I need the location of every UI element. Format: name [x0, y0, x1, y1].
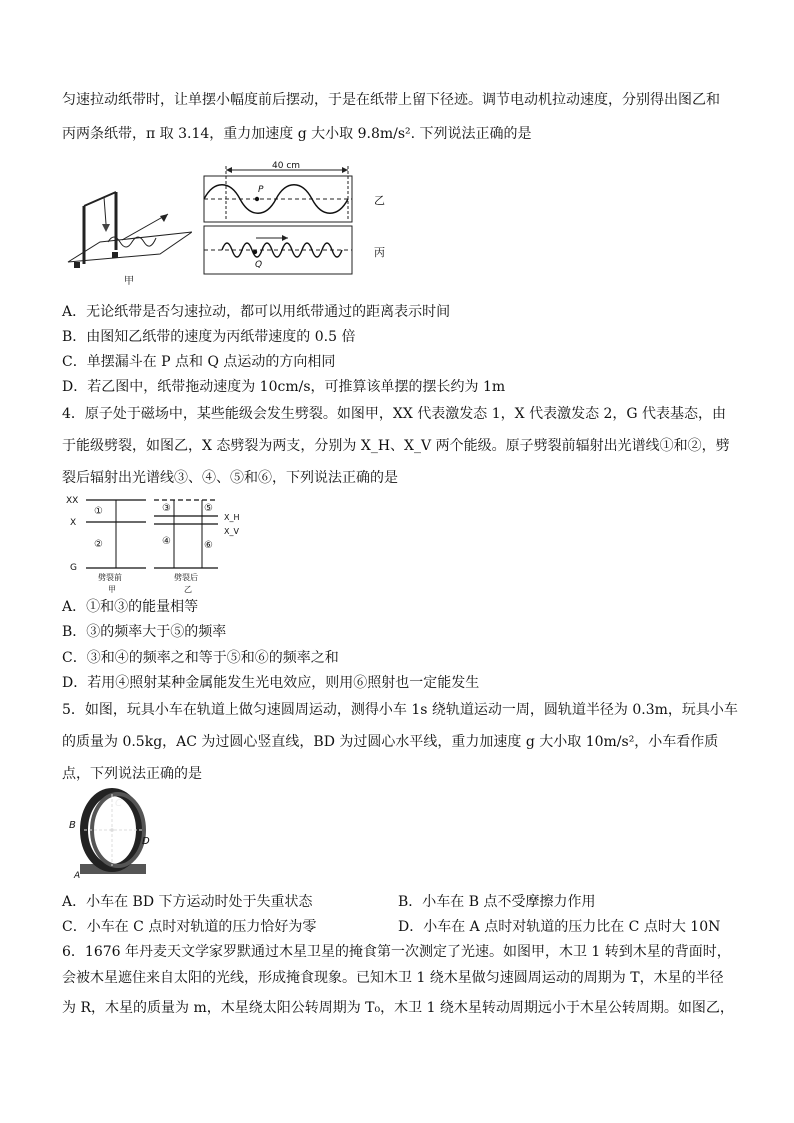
- q3-option-a: A．无论纸带是否匀速拉动，都可以用纸带通过的距离表示时间: [62, 304, 451, 320]
- spectral-line-4: ④: [162, 536, 171, 547]
- caption-before: 劈裂前: [98, 573, 122, 582]
- caption-after: 劈裂后: [174, 573, 198, 582]
- spectral-line-6: ⑥: [204, 540, 213, 551]
- tape-length-label: 40 cm: [272, 161, 301, 171]
- caption-yi: 乙: [184, 585, 192, 594]
- q5-option-d: D．小车在 A 点时对轨道的压力比在 C 点时大 10N: [398, 919, 721, 935]
- q3-option-b: B．由图知乙纸带的速度为丙纸带速度的 0.5 倍: [62, 329, 356, 345]
- q4-option-d: D．若用④照射某种金属能发生光电效应，则用⑥照射也一定能发生: [62, 675, 480, 691]
- q6-stem-line-2: 会被木星遮住来自太阳的光线，形成掩食现象。已知木卫 1 绕木星做匀速圆周运动的周期为 T，木星的半径: [62, 970, 724, 986]
- q4-option-a: A．①和③的能量相等: [62, 599, 199, 615]
- point-d-label: D: [142, 836, 150, 847]
- q4-option-b: B．③的频率大于⑤的频率: [62, 624, 227, 640]
- spectral-line-2: ②: [94, 539, 103, 550]
- point-a-label: A: [74, 871, 81, 880]
- q5-stem-line-3: 点，下列说法正确的是: [62, 766, 202, 782]
- q3-intro-line-2: 丙两条纸带，π 取 3.14，重力加速度 g 大小取 9.8m/s². 下列说法正确的是: [62, 126, 532, 142]
- tape-yi-label: 乙: [374, 194, 385, 207]
- q5-option-b: B．小车在 B 点不受摩擦力作用: [398, 894, 596, 910]
- q4-option-c: C．③和④的频率之和等于⑤和⑥的频率之和: [62, 650, 339, 666]
- q5-option-c: C．小车在 C 点时对轨道的压力恰好为零: [62, 919, 317, 935]
- tape-figure: [202, 160, 402, 280]
- level-xh-label: X_H: [224, 513, 240, 522]
- figure-label-jia: 甲: [124, 276, 134, 287]
- point-q-label: Q: [255, 260, 263, 270]
- level-x-label: X: [70, 518, 77, 528]
- level-xv-label: X_V: [224, 527, 239, 536]
- point-p-label: P: [258, 185, 264, 195]
- q4-stem-line-1: 4．原子处于磁场中，某些能级会发生劈裂。如图甲，XX 代表激发态 1，X 代表激发态 2，G 代表基态，由: [62, 406, 727, 422]
- loop-track-figure: [62, 788, 162, 880]
- level-g-label: G: [70, 563, 77, 573]
- tape-bing-label: 丙: [374, 246, 385, 259]
- q3-option-d: D．若乙图中，纸带拖动速度为 10cm/s，可推算该单摆的摆长约为 1m: [62, 379, 506, 395]
- spectral-line-1: ①: [94, 506, 103, 517]
- caption-jia: 甲: [108, 585, 116, 594]
- point-b-label: B: [69, 820, 76, 831]
- q3-intro-line-1: 匀速拉动纸带时，让单摆小幅度前后摆动，于是在纸带上留下径迹。调节电动机拉动速度，分别得出图乙和: [62, 92, 720, 108]
- q6-stem-line-1: 6．1676 年丹麦天文学家罗默通过木星卫星的掩食第一次测定了光速。如图甲，木卫 1 转到木星的背面时，: [62, 944, 731, 960]
- q5-stem-line-1: 5．如图，玩具小车在轨道上做匀速圆周运动，测得小车 1s 绕轨道运动一周，圆轨道半径为 0.3m，玩具小车: [62, 702, 738, 718]
- spectral-line-3: ③: [162, 503, 171, 514]
- q6-stem-line-3: 为 R，木星的质量为 m，木星绕太阳公转周期为 T₀，木卫 1 绕木星转动周期远小于木星公转周期。如图乙，: [62, 1000, 734, 1016]
- pendulum-figure: [62, 180, 192, 290]
- spectral-line-5: ⑤: [204, 503, 213, 514]
- q5-option-a: A．小车在 BD 下方运动时处于失重状态: [62, 894, 313, 910]
- q5-stem-line-2: 的质量为 0.5kg，AC 为过圆心竖直线，BD 为过圆心水平线，重力加速度 g 大小取 10m/s²，小车看作质: [62, 734, 719, 750]
- q4-stem-line-2: 于能级劈裂，如图乙，X 态劈裂为两支，分别为 X_H、X_V 两个能级。原子劈裂前辐射出光谱线①和②，劈: [62, 438, 730, 454]
- q3-option-c: C．单摆漏斗在 P 点和 Q 点运动的方向相同: [62, 354, 336, 370]
- energy-level-figure: [62, 492, 262, 596]
- q4-stem-line-3: 裂后辐射出光谱线③、④、⑤和⑥，下列说法正确的是: [62, 470, 398, 486]
- level-xx-label: XX: [66, 496, 79, 506]
- point-c-label: C: [115, 798, 122, 809]
